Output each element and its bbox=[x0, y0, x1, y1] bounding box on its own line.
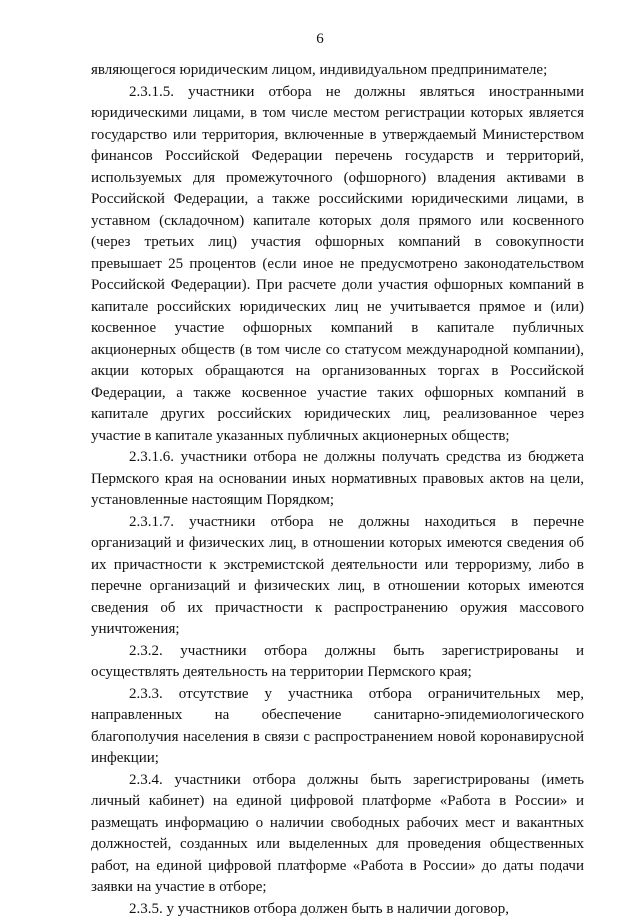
paragraph-2-3-3: 2.3.3. отсутствие у участника отбора ограничительных мер, направленных на обеспечение санитарно-эпидемиологического благополучия населения в связи с распространением новой коронавирусной инфекции; bbox=[91, 684, 584, 770]
paragraph-2-3-1-5: 2.3.1.5. участники отбора не должны являться иностранными юридическими лицами, в том числе местом регистрации которых является государство или территория, включенные в утверждаемый Министерством финансов Российской Федерации перечень государств и территорий, используемых для промежуточного (офшорного) владения активами в Российской Федерации, а также российскими юридическими лицами, в уставном (складочном) капитале которых доля прямого или косвенного (через третьих лиц) участия офшорных компаний в совокупности превышает 25 процентов (если иное не предусмотрено законодательством Российской Федерации). При расчете доли участия офшорных компаний в капитале российских юридических лиц не учитывается прямое и (или) косвенное участие офшорных компаний в капитале публичных акционерных обществ (в том числе со статусом международной компании), акции которых обращаются на организованных торгах в Российской Федерации, а также косвенное участие таких офшорных компаний в капитале других российских юридических лиц, реализованное через участие в капитале указанных публичных акционерных обществ; bbox=[91, 82, 584, 448]
document-body bbox=[91, 60, 584, 920]
page-number: 6 bbox=[0, 30, 640, 48]
paragraph-2-3-2: 2.3.2. участники отбора должны быть зарегистрированы и осуществлять деятельность на территории Пермского края; bbox=[91, 641, 584, 684]
paragraph-2-3-5: 2.3.5. у участников отбора должен быть в наличии договор, bbox=[91, 899, 584, 920]
paragraph-2-3-1-6: 2.3.1.6. участники отбора не должны получать средства из бюджета Пермского края на основании иных нормативных правовых актов на цели, установленные настоящим Порядком; bbox=[91, 447, 584, 512]
paragraph-continuation: являющегося юридическим лицом, индивидуальном предпринимателе; bbox=[91, 60, 584, 82]
paragraph-2-3-1-7: 2.3.1.7. участники отбора не должны находиться в перечне организаций и физических лиц, в отношении которых имеются сведения об их причастности к экстремистской деятельности или терроризму, либо в перечне организаций и физических лиц, в отношении которых имеются сведения об их причастности к распространению оружия массового уничтожения; bbox=[91, 512, 584, 641]
paragraph-2-3-4: 2.3.4. участники отбора должны быть зарегистрированы (иметь личный кабинет) на единой цифровой платформе «Работа в России» и размещать информацию о наличии свободных рабочих мест и вакантных должностей, созданных или выделенных для проведения общественных работ, на единой цифровой платформе «Работа в России» до даты подачи заявки на участие в отборе; bbox=[91, 770, 584, 899]
